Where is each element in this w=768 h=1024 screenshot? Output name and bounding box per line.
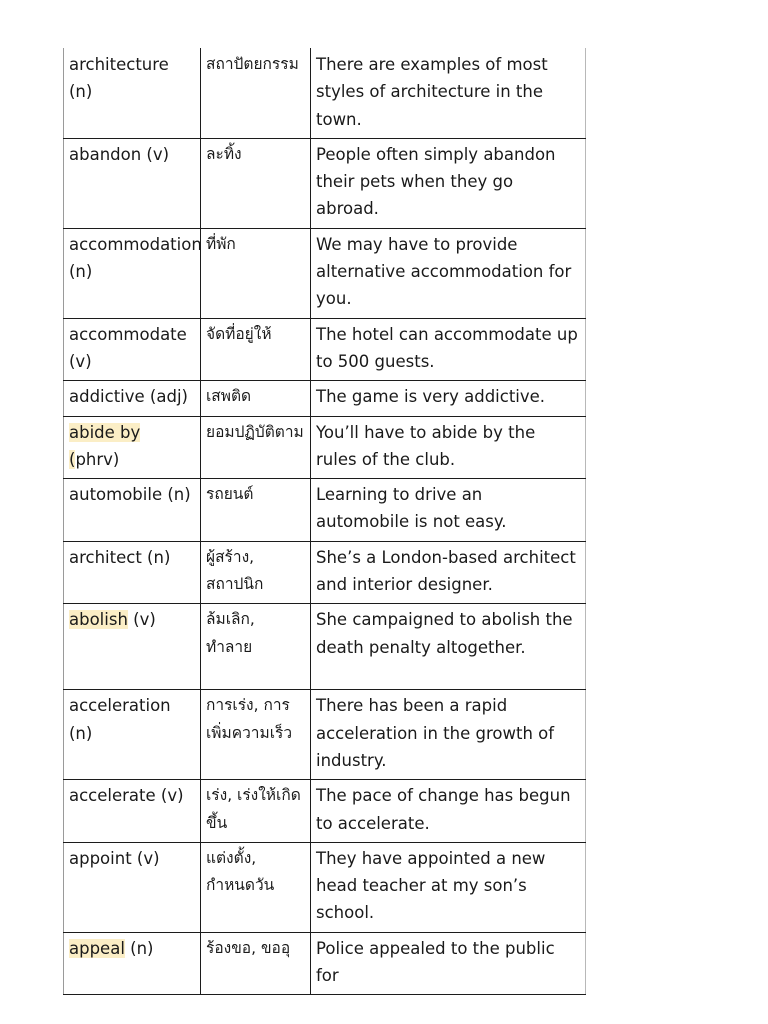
table-row xyxy=(64,138,586,228)
thai-meaning-cell: ร้องขอ, ขออุ xyxy=(201,932,311,995)
table-row xyxy=(64,48,586,138)
thai-meaning-cell: ยอมปฏิบัติตาม xyxy=(201,416,311,479)
thai-meaning-cell: ผู้สร้าง, สถาปนิก xyxy=(201,541,311,604)
table-row xyxy=(64,541,586,604)
highlighted-word: abide by ( xyxy=(69,422,141,469)
word-cell xyxy=(64,604,201,690)
thai-meaning-cell: ละทิ้ง xyxy=(201,138,311,228)
word-suffix: phrv) xyxy=(75,449,120,469)
thai-meaning-cell: จัดที่อยู่ให้ xyxy=(201,318,311,381)
example-sentence-cell: They have appointed a new head teacher at my son’s school. xyxy=(311,842,586,932)
table-row xyxy=(64,780,586,843)
vocabulary-page xyxy=(63,48,585,986)
thai-meaning-cell: เสพติด xyxy=(201,381,311,416)
example-sentence-cell: She’s a London-based architect and interior designer. xyxy=(311,541,586,604)
word-cell: appoint (v) xyxy=(64,842,201,932)
word-cell: automobile (n) xyxy=(64,479,201,542)
table-row xyxy=(64,690,586,780)
highlighted-word: abolish xyxy=(69,610,128,630)
example-sentence-cell: There are examples of most styles of architecture in the town. xyxy=(311,48,586,138)
word-cell: architecture (n) xyxy=(64,48,201,138)
thai-meaning-cell: รถยนต์ xyxy=(201,479,311,542)
thai-meaning-cell: การเร่ง, การเพิ่มความเร็ว xyxy=(201,690,311,780)
example-sentence-cell: Police appealed to the public for xyxy=(311,932,586,995)
example-sentence-cell: The hotel can accommodate up to 500 guests. xyxy=(311,318,586,381)
example-sentence-cell: You’ll have to abide by the rules of the club. xyxy=(311,416,586,479)
word-cell: accommodate (v) xyxy=(64,318,201,381)
thai-meaning-cell: เร่ง, เร่งให้เกิดขึ้น xyxy=(201,780,311,843)
vocabulary-table xyxy=(63,48,586,995)
table-row xyxy=(64,479,586,542)
example-sentence-cell: She campaigned to abolish the death penalty altogether. xyxy=(311,604,586,690)
word-cell: abandon (v) xyxy=(64,138,201,228)
thai-meaning-cell: ที่พัก xyxy=(201,228,311,318)
thai-meaning-cell: แต่งตั้ง, กำหนดวัน xyxy=(201,842,311,932)
example-sentence-cell: The pace of change has begun to accelerate. xyxy=(311,780,586,843)
table-row xyxy=(64,416,586,479)
word-cell: accommodation (n) xyxy=(64,228,201,318)
table-row xyxy=(64,842,586,932)
example-sentence-cell: The game is very addictive. xyxy=(311,381,586,416)
highlighted-word: appeal xyxy=(69,938,125,958)
example-sentence-cell: People often simply abandon their pets when they go abroad. xyxy=(311,138,586,228)
word-cell: acceleration (n) xyxy=(64,690,201,780)
word-cell: accelerate (v) xyxy=(64,780,201,843)
table-row xyxy=(64,228,586,318)
table-row xyxy=(64,318,586,381)
word-suffix: (n) xyxy=(124,938,154,958)
table-row xyxy=(64,381,586,416)
table-row xyxy=(64,932,586,995)
word-suffix: (v) xyxy=(127,610,156,630)
word-cell xyxy=(64,932,201,995)
example-sentence-cell: There has been a rapid acceleration in the growth of industry. xyxy=(311,690,586,780)
table-row xyxy=(64,604,586,690)
word-cell: addictive (adj) xyxy=(64,381,201,416)
thai-meaning-cell: ล้มเลิก, ทำลาย xyxy=(201,604,311,690)
thai-meaning-cell: สถาปัตยกรรม xyxy=(201,48,311,138)
example-sentence-cell: We may have to provide alternative accommodation for you. xyxy=(311,228,586,318)
example-sentence-cell: Learning to drive an automobile is not easy. xyxy=(311,479,586,542)
word-cell xyxy=(64,416,201,479)
word-cell: architect (n) xyxy=(64,541,201,604)
